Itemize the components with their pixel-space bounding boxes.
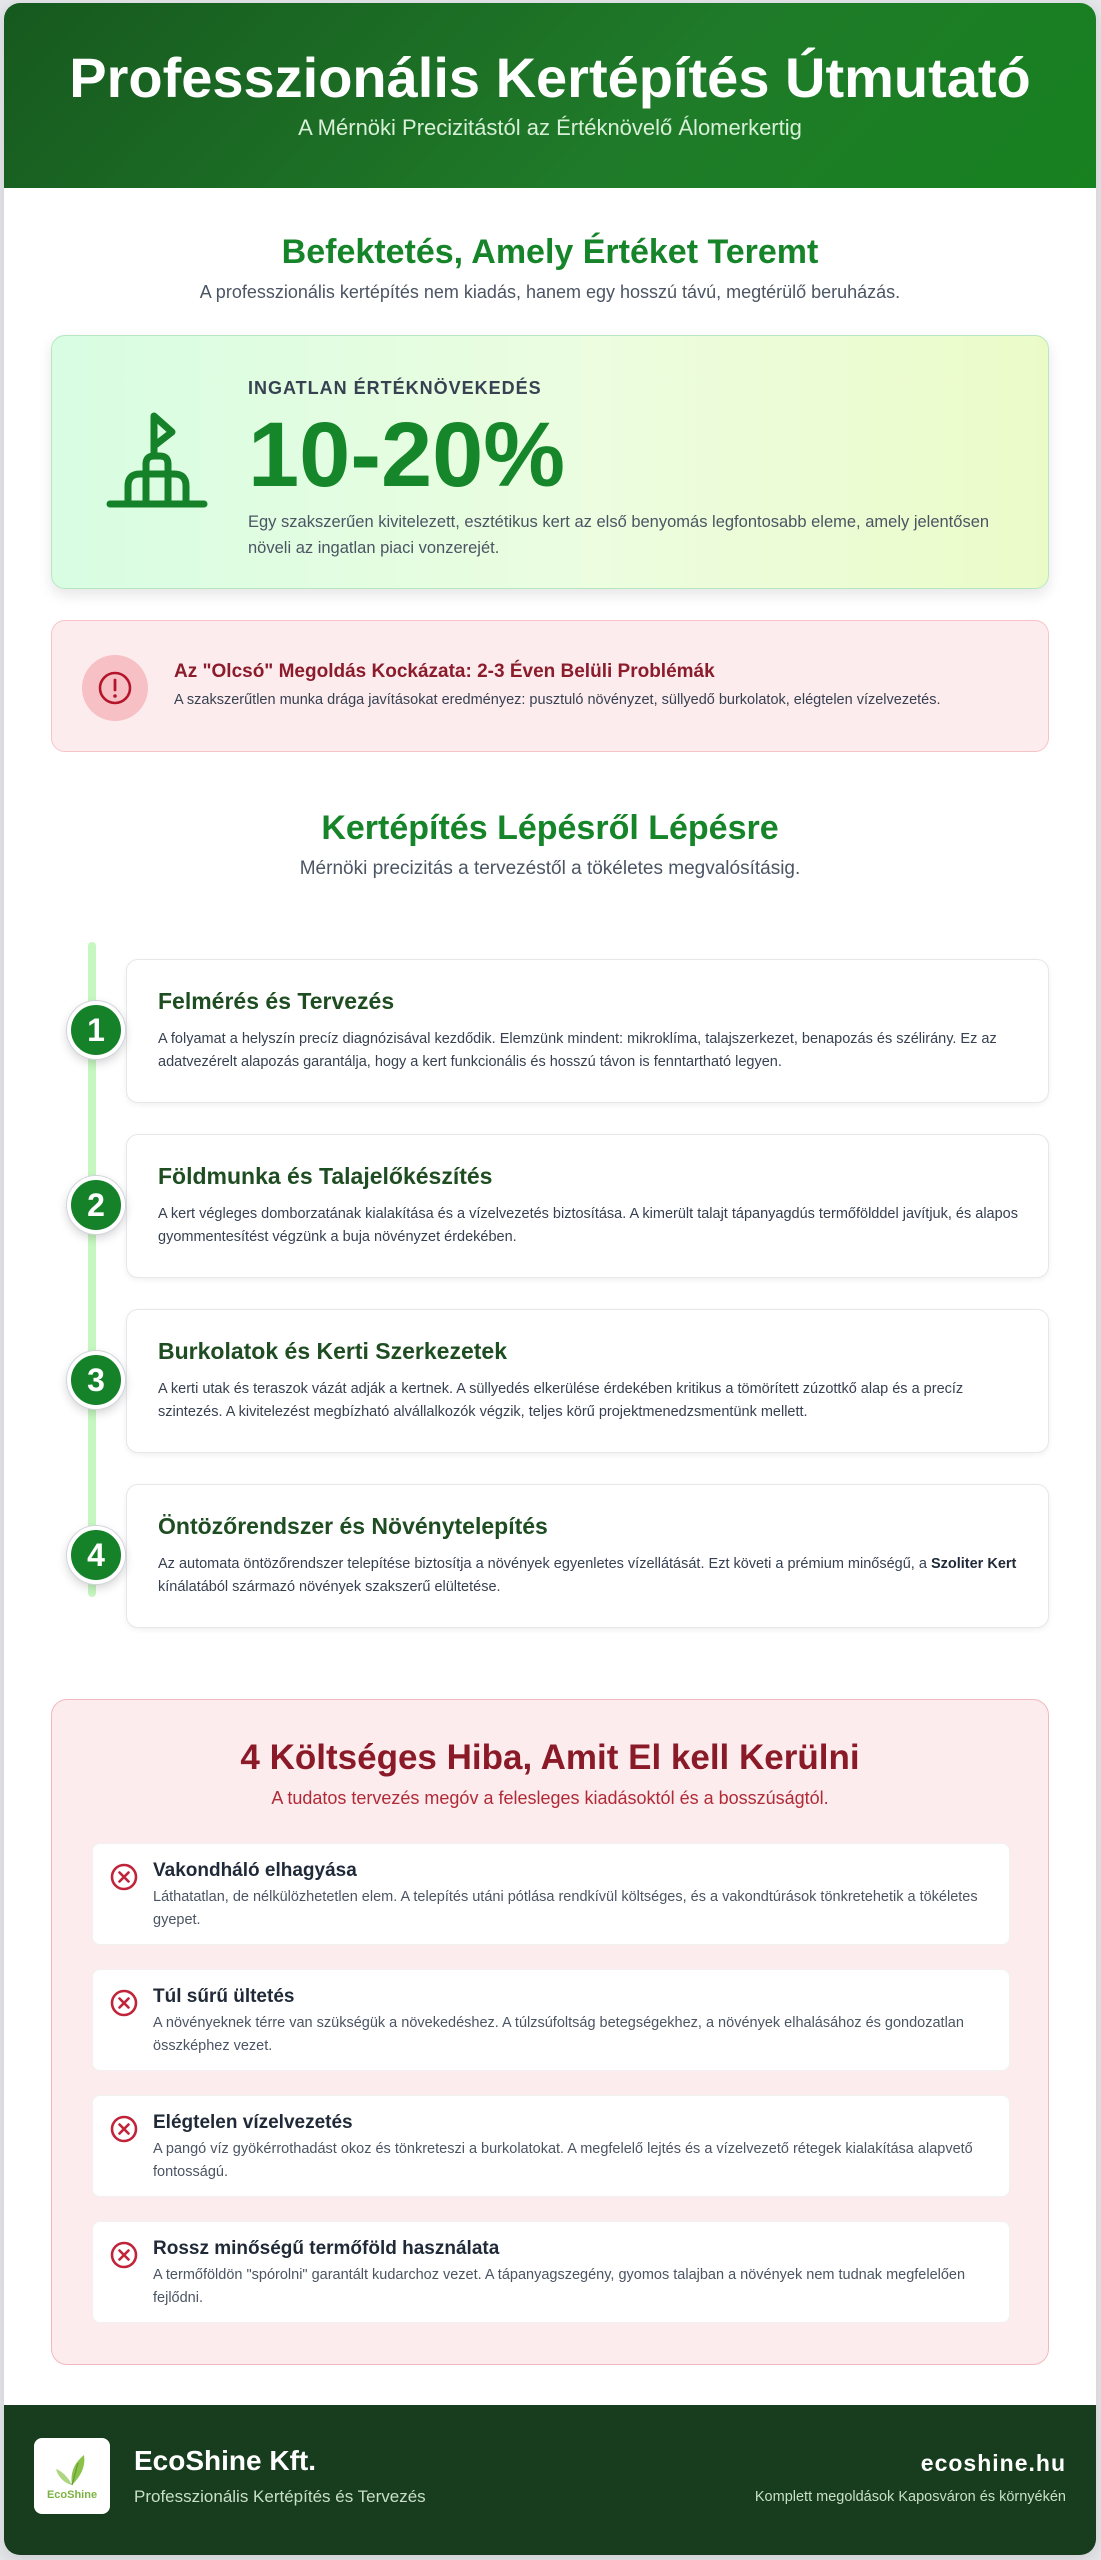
step-text: A kert végleges domborzatának kialakítása és a vízelvezetés biztosítása. A kimerült talajt tápanyagdús termőfölddel javítjuk, és alapos gyommentesítést végzünk a buja növényzet érdekében. — [158, 1206, 1018, 1245]
step-card — [126, 959, 1049, 1103]
stat-value: 10-20% — [248, 404, 566, 506]
stat-description: Egy szakszerűen kivitelezett, esztétikus kert az első benyomás legfontosabb eleme, amely jelentősen növeli az ingatlan piaci vonzerejét. — [248, 513, 990, 557]
page-title: Professzionális Kertépítés Útmutató — [69, 46, 1031, 109]
cheap-solution-warning — [51, 620, 1049, 752]
mistake-title: Vakondháló elhagyása — [153, 1860, 357, 1881]
step-text-part: Az automata öntözőrendszer telepítése biztosítja a növények egyenletes vízellátását. Ezt követi a prémium minőségű, a — [158, 1556, 931, 1572]
step-card — [126, 1309, 1049, 1453]
stat-body — [248, 378, 1018, 561]
mistake-title: Rossz minőségű termőföld használata — [153, 2238, 500, 2259]
footer — [4, 2405, 1096, 2555]
company-logo[interactable] — [34, 2438, 110, 2514]
page — [4, 3, 1096, 2555]
step-card — [126, 1134, 1049, 1278]
stat-label: INGATLAN ÉRTÉKNÖVEKEDÉS — [248, 378, 542, 398]
step-card — [126, 1484, 1049, 1628]
partner-name: Szoliter Kert — [930, 1556, 1017, 1572]
mistakes-title: 4 Költséges Hiba, Amit El kell Kerülni — [240, 1738, 860, 1777]
step-number-badge: 4 — [67, 1526, 125, 1584]
service-area: Komplett megoldások Kaposváron és környékén — [754, 2489, 1066, 2505]
page-subtitle: A Mérnöki Precizitástól az Értéknövelő Álomerkertig — [298, 115, 802, 140]
mistake-title: Elégtelen vízelvezetés — [153, 2112, 353, 2133]
step-text-part: kínálatából származó növények szakszerű elültetése. — [158, 1579, 501, 1595]
mistake-text: A pangó víz gyökérrothadást okoz és tönkreteszi a burkolatokat. A megfelelő lejtés és a vízelvezető rétegek kialakítása alapvető fontosságú. — [153, 2141, 973, 2180]
mistakes-subtitle: A tudatos tervezés megóv a felesleges kiadásoktól és a bosszúságtól. — [271, 1788, 829, 1808]
step-number-badge: 3 — [67, 1351, 125, 1409]
mistake-card — [92, 2221, 1010, 2323]
step-title: Földmunka és Talajelőkészítés — [158, 1163, 493, 1189]
mistakes-section — [51, 1699, 1049, 2365]
warning-title: Az "Olcsó" Megoldás Kockázata: 2-3 Éven Belüli Problémák — [174, 661, 715, 682]
warning-text: A szakszerűtlen munka drága javításokat eredményez: pusztuló növényzet, süllyedő burkolatok, elégtelen vízelvezetés. — [174, 692, 941, 708]
warning-icon-badge — [82, 655, 148, 721]
mistake-card — [92, 1843, 1010, 1945]
logo-text: EcoShine — [46, 2489, 98, 2501]
garden-tool-icon — [102, 406, 212, 516]
step-title: Felmérés és Tervezés — [158, 988, 395, 1014]
step-title: Burkolatok és Kerti Szerkezetek — [158, 1338, 507, 1364]
mistake-card — [92, 1969, 1010, 2071]
x-circle-icon — [109, 2114, 139, 2144]
step-text — [158, 1553, 1018, 1599]
intro-title: Befektetés, Amely Értéket Teremt — [281, 233, 819, 271]
step-title: Öntözőrendszer és Növénytelepítés — [158, 1513, 548, 1539]
hero-header — [4, 3, 1096, 188]
leaf-icon — [52, 2451, 92, 2487]
company-tagline: Professzionális Kertépítés és Tervezés — [134, 2487, 426, 2506]
intro-section — [4, 188, 1096, 303]
steps-title: Kertépítés Lépésről Lépésre — [321, 809, 779, 847]
x-circle-icon — [109, 1988, 139, 2018]
step-text: A folyamat a helyszín precíz diagnózisával kezdődik. Elemzünk mindent: mikroklíma, talajszerkezet, benapozás és szélirány. Ez az adatvezérelt alapozás garantálja, hogy a kert funkcionális és hosszú távon is fenntartható legyen. — [158, 1031, 997, 1070]
steps-subtitle: Mérnöki precizitás a tervezéstől a tökéletes megvalósításig. — [299, 858, 801, 879]
company-name: EcoShine Kft. — [134, 2445, 317, 2476]
step-text: A kerti utak és teraszok vázát adják a kertnek. A süllyedés elkerülése érdekében kritikus a tömörített zúzottkő alap és a precíz szintezés. A kivitelezést megbízható alvállalkozók végzik, teljes körű projektmenedzsmentünk mellett. — [158, 1381, 964, 1420]
mistake-text: A növényeknek térre van szükségük a növekedéshez. A túlzsúfoltság betegségekhez, a növények elhalásához és gondozatlan összképhez vezet. — [153, 2015, 964, 2054]
mistake-text: A termőföldön "spórolni" garantált kudarchoz vezet. A tápanyagszegény, gyomos talajban a növények nem tudnak megfelelően fejlődni. — [153, 2267, 966, 2306]
alert-icon — [96, 669, 134, 707]
step-number-badge: 2 — [67, 1176, 125, 1234]
steps-section-header — [4, 809, 1096, 880]
mistake-card — [92, 2095, 1010, 2197]
x-circle-icon — [109, 2240, 139, 2270]
intro-subtitle: A professzionális kertépítés nem kiadás, hanem egy hosszú távú, megtérülő beruházás. — [199, 282, 901, 302]
website-link[interactable]: ecoshine.hu — [920, 2450, 1066, 2476]
step-number-badge: 1 — [67, 1001, 125, 1059]
mistake-title: Túl sűrű ültetés — [153, 1986, 295, 2007]
mistake-text: Láthatatlan, de nélkülözhetetlen elem. A telepítés utáni pótlása rendkívül költséges, és a vakondtúrások tönkretehetik a tökéletes gyepet. — [153, 1889, 978, 1928]
x-circle-icon — [109, 1862, 139, 1892]
value-increase-card — [51, 335, 1049, 589]
